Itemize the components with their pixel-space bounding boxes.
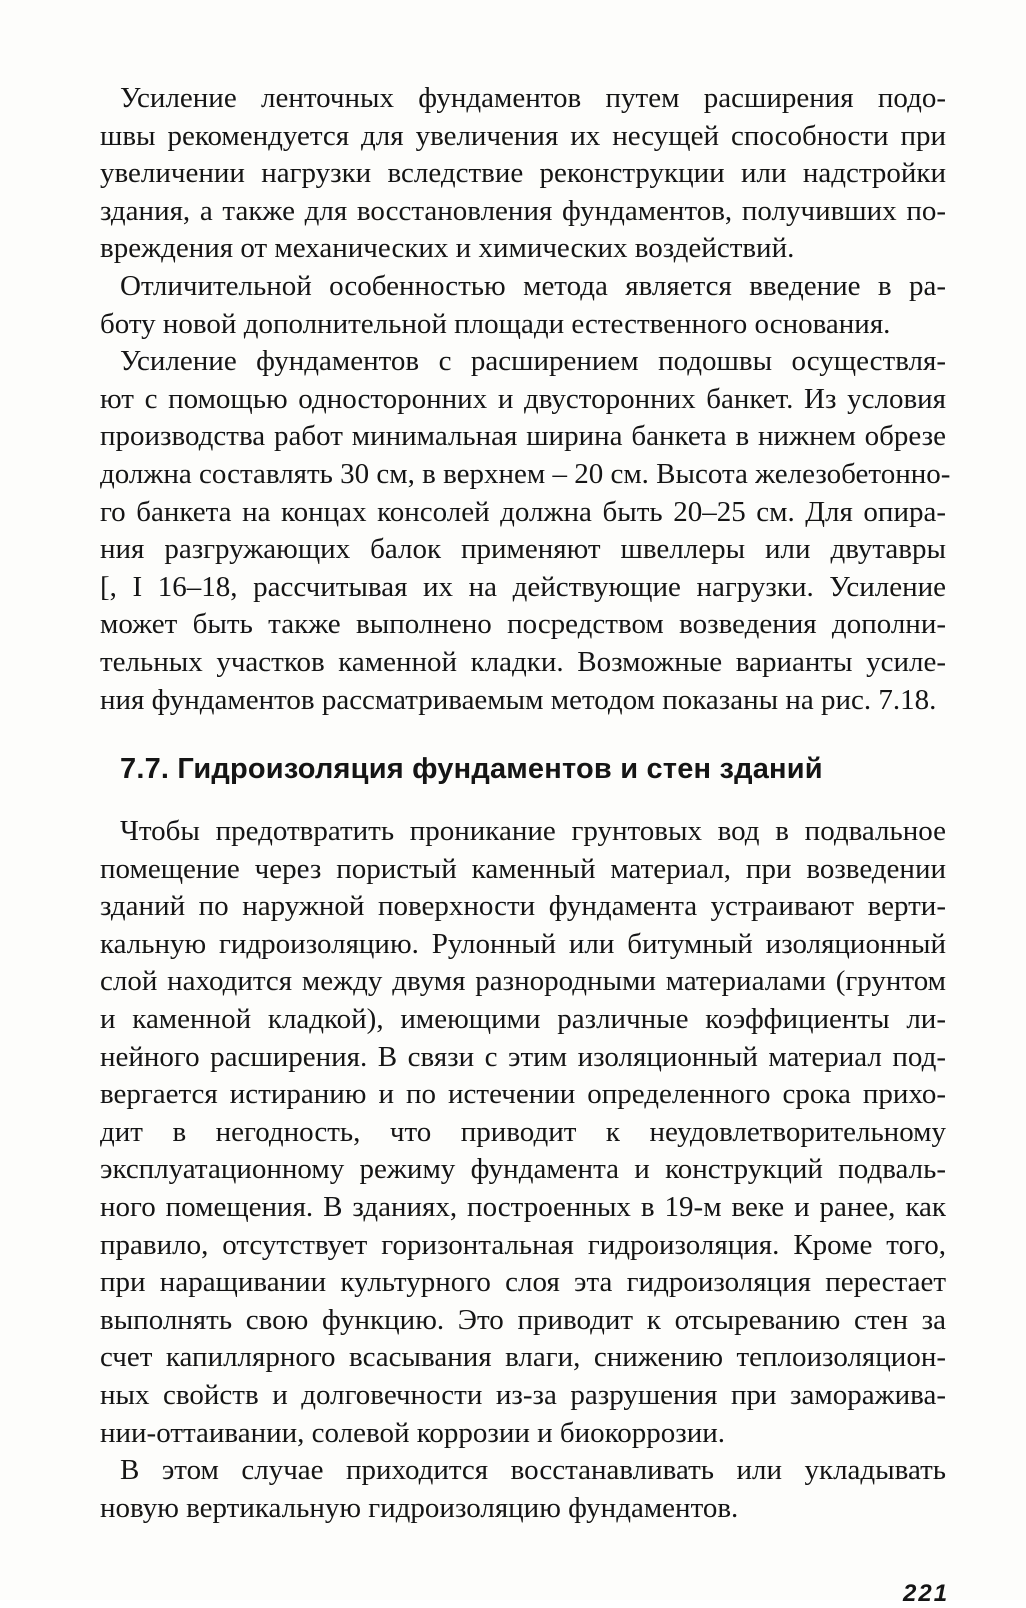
paragraph <box>100 813 946 1452</box>
paragraph <box>100 268 946 343</box>
section-foundation-widening <box>100 80 951 719</box>
text-line: и каменной кладкой), имеющими различные коэффициенты ли- <box>100 1002 946 1035</box>
text-line: новую вертикальную гидроизоляцию фундаментов. <box>100 1491 739 1524</box>
text-line: может быть также выполнено посредством возведения дополни- <box>100 608 946 641</box>
text-line: ния разгружающих балок применяют швеллеры или двутавры <box>100 533 946 566</box>
text-line: производства работ минимальная ширина банкета в нижнем обрезе <box>100 420 946 453</box>
text-line: ния фундаментов рассматриваемым методом показаны на рис. 7.18. <box>100 683 937 716</box>
text-line: нии-оттаивании, солевой коррозии и биокоррозии. <box>100 1416 726 1449</box>
text-line: вреждения от механических и химических воздействий. <box>100 232 795 265</box>
text-line: ют с помощью односторонних и двусторонних банкет. Из условия <box>100 382 946 415</box>
text-line: зданий по наружной поверхности фундамента устраивают верти- <box>100 890 946 923</box>
text-line: Усиление фундаментов с расширением подошвы осуществля- <box>120 345 946 378</box>
text-line: швы рекомендуется для увеличения их несущей способности при <box>100 119 946 152</box>
paragraph <box>100 343 951 719</box>
text-line: увеличении нагрузки вследствие реконструкции или надстройки <box>100 157 946 190</box>
text-line: должна составлять 30 см, в верхнем – 20 см. Высота железобетонно- <box>100 457 951 490</box>
text-line: Чтобы предотвратить проникание грунтовых вод в подвальное <box>120 815 946 847</box>
text-line: выполнять свою функцию. Это приводит к отсыреванию стен за <box>100 1303 946 1336</box>
text-line: тельных участков каменной кладки. Возможные варианты усиле- <box>100 645 946 678</box>
text-line: вергается истиранию и по истечении определенного срока прихо- <box>100 1078 946 1111</box>
text-line: эксплуатационному режиму фундамента и конструкций подваль- <box>100 1153 946 1186</box>
text-line: при наращивании культурного слоя эта гидроизоляция перестает <box>100 1266 946 1299</box>
text-line: Усиление ленточных фундаментов путем расширения подо- <box>120 82 946 114</box>
section-waterproofing <box>100 813 946 1527</box>
text-line: здания, а также для восстановления фундаментов, получивших по- <box>100 194 946 227</box>
text-line: нейного расширения. В связи с этим изоляционный материал под- <box>100 1040 946 1073</box>
text-line: [, I 16–18, рассчитывая их на действующие нагрузки. Усиление <box>100 570 946 603</box>
text-line: счет капиллярного всасывания влаги, снижению теплоизоляцион- <box>100 1341 946 1374</box>
text-line: дит в негодность, что приводит к неудовлетворительному <box>100 1115 946 1148</box>
text-line: Отличительной особенностью метода является введение в ра- <box>120 269 946 302</box>
text-line: ного помещения. В зданиях, построенных в 19-м веке и ранее, как <box>100 1190 946 1223</box>
paragraph <box>100 80 946 268</box>
text-line: В этом случае приходится восстанавливать или укладывать <box>120 1454 946 1487</box>
text-line: правило, отсутствует горизонтальная гидроизоляция. Кроме того, <box>100 1228 946 1261</box>
paragraph <box>100 1452 946 1527</box>
text-line: боту новой дополнительной площади естественного основания. <box>100 307 891 340</box>
text-line: кальную гидроизоляцию. Рулонный или битумный изоляционный <box>100 927 946 960</box>
section-heading: 7.7. Гидроизоляция фундаментов и стен зданий <box>120 753 823 785</box>
page-number: 221 <box>903 1580 950 1607</box>
text-line: ных свойств и долговечности из-за разрушения при заморажива- <box>100 1378 946 1411</box>
text-line: слой находится между двумя разнородными материалами (грунтом <box>100 965 946 998</box>
text-line: помещение через пористый каменный материал, при возведении <box>100 852 946 885</box>
text-line: го банкета на концах консолей должна быть 20–25 см. Для опира- <box>100 495 946 528</box>
